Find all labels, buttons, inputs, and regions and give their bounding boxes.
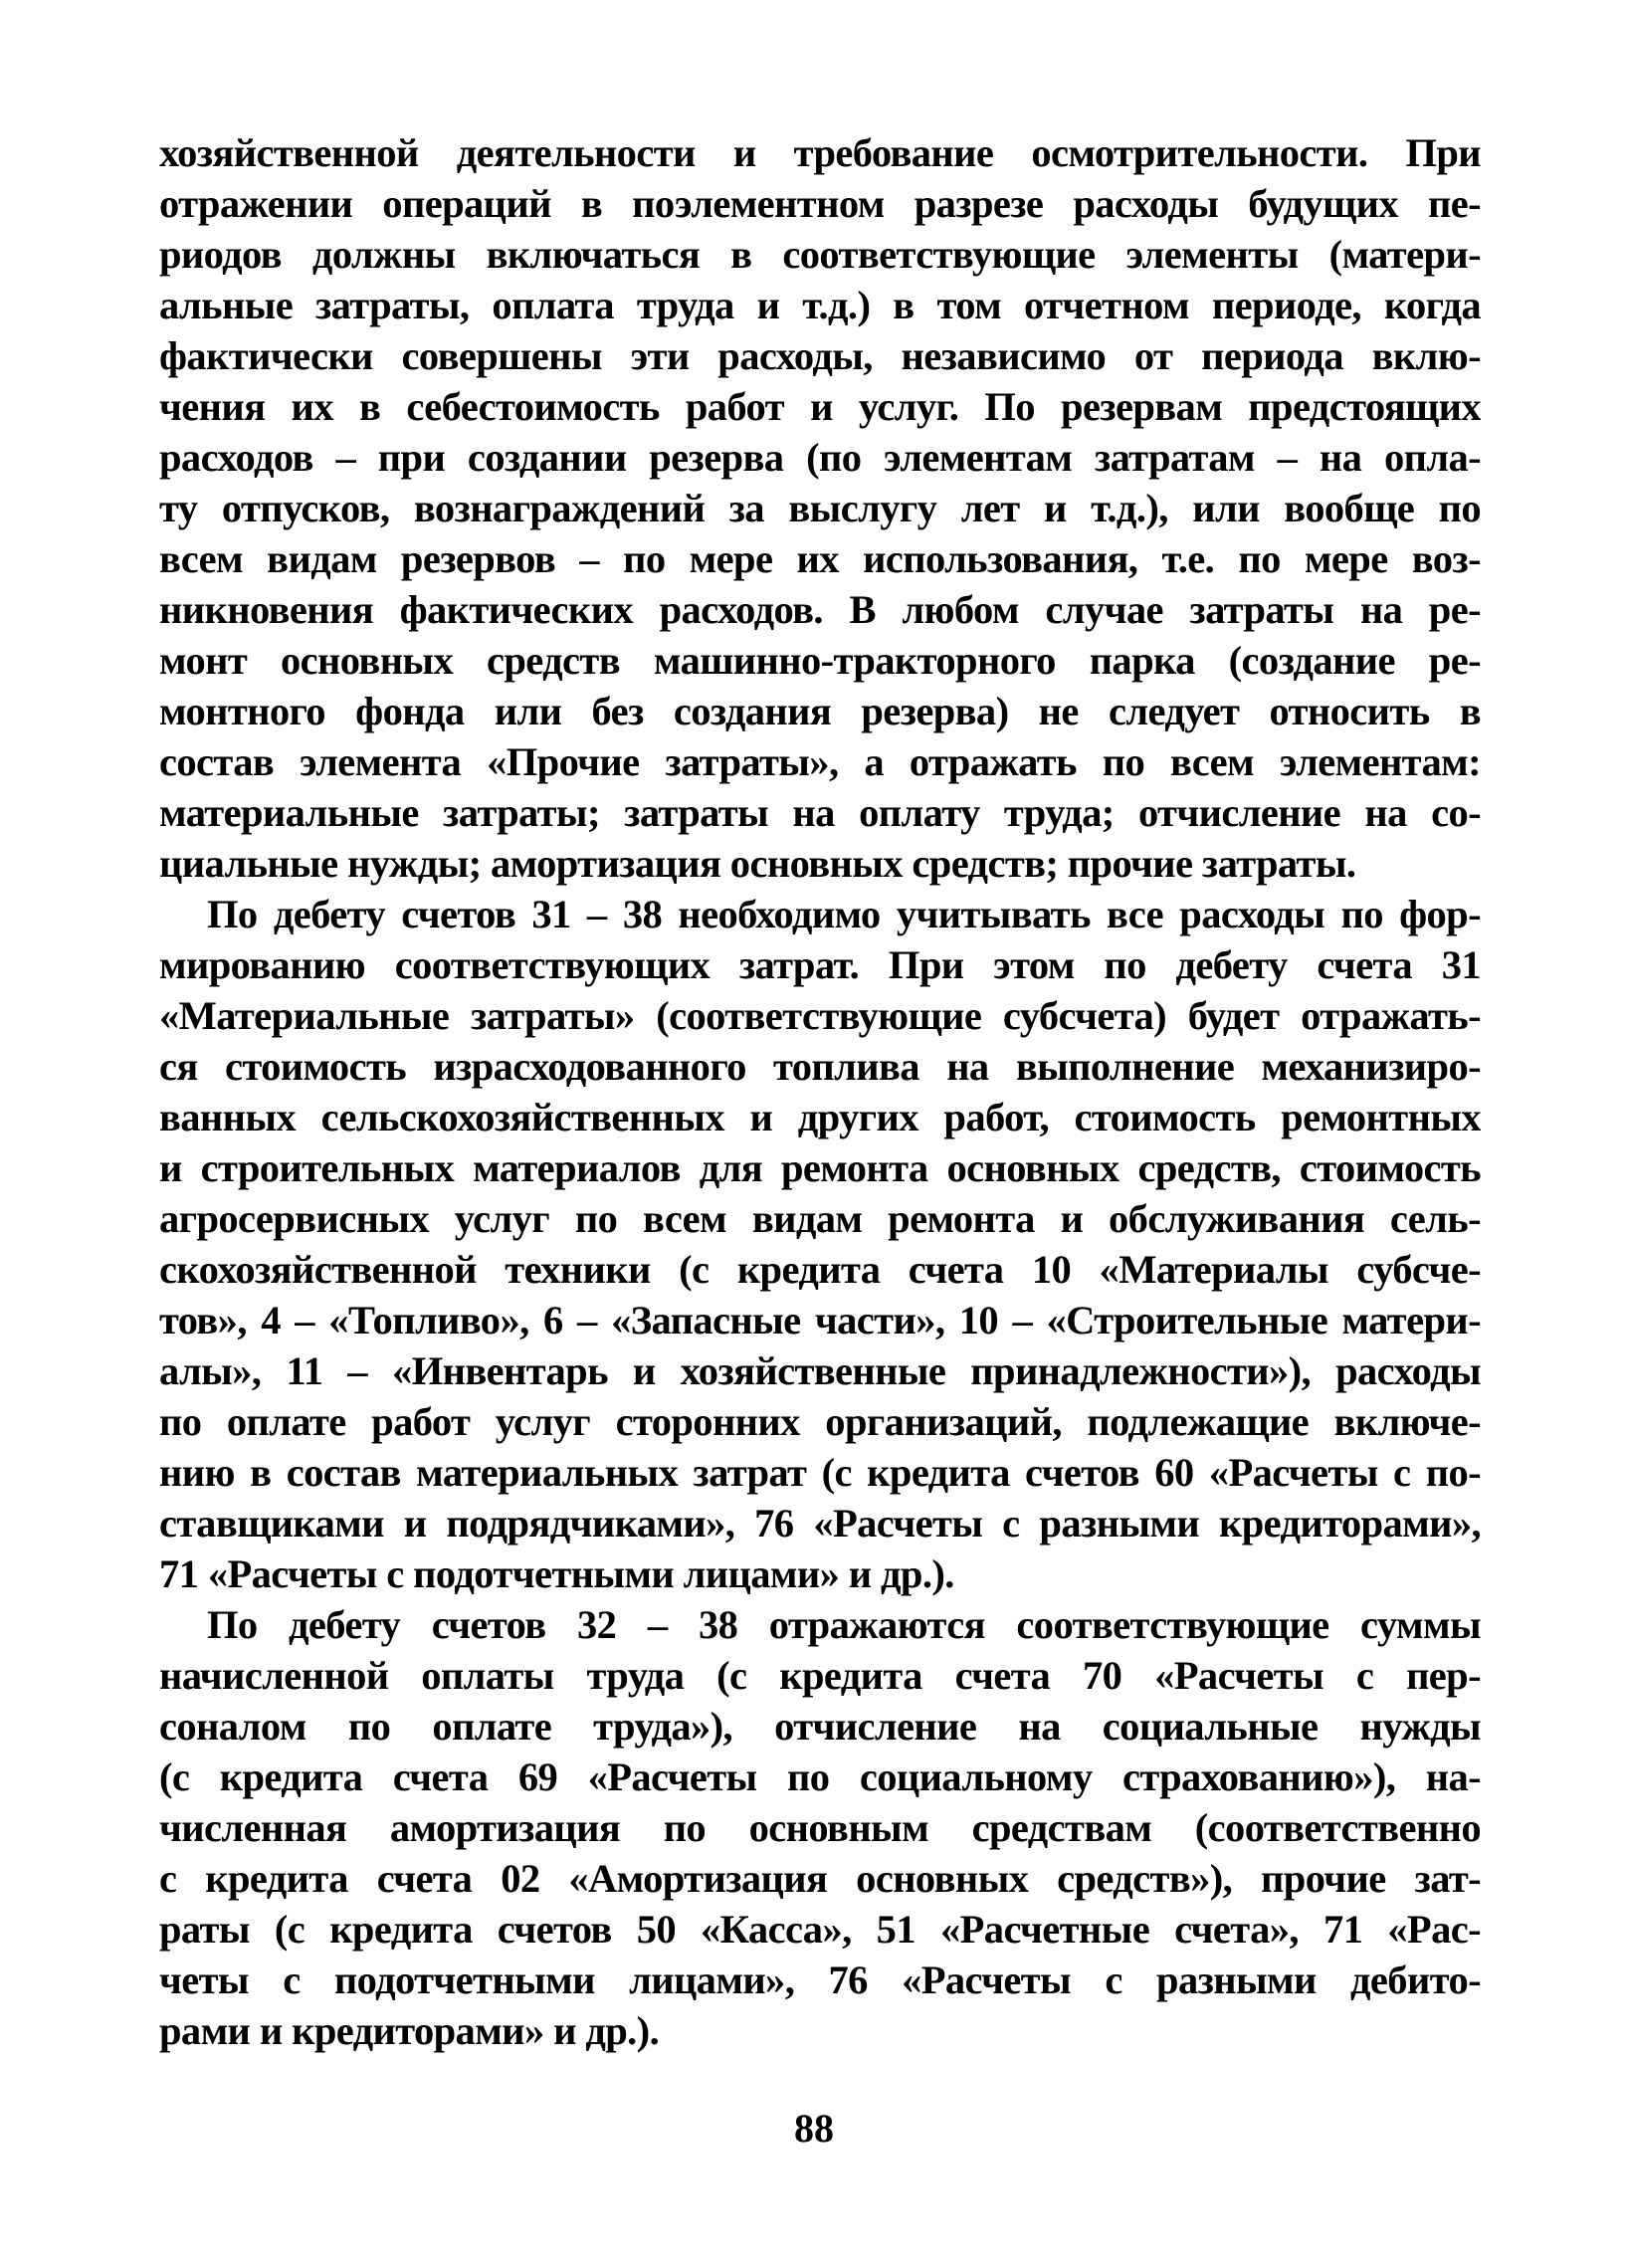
paragraph bbox=[159, 1599, 1481, 2056]
text-line: материальные затраты; затраты на оплату труда; отчисление на со- bbox=[159, 790, 1481, 835]
text-line: агросервисных услуг по всем видам ремонта и обслуживания сель- bbox=[159, 1196, 1481, 1241]
text-line: с кредита счета 02 «Амортизация основных средств»), прочие зат- bbox=[159, 1856, 1481, 1901]
text-line: монт основных средств машинно-тракторного парка (создание ре- bbox=[159, 638, 1481, 683]
text-line: циальные нужды; амортизация основных средств; прочие затраты. bbox=[159, 841, 1356, 886]
text-line: тов», 4 – «Топливо», 6 – «Запасные части», 10 – «Строительные матери- bbox=[159, 1298, 1481, 1342]
text-line: альные затраты, оплата труда и т.д.) в том отчетном периоде, когда bbox=[159, 283, 1481, 327]
text-line: численная амортизация по основным средствам (соответственно bbox=[159, 1805, 1481, 1850]
paragraph bbox=[159, 889, 1481, 1599]
text-line: нию в состав материальных затрат (с кредита счетов 60 «Расчеты с по- bbox=[159, 1450, 1481, 1495]
text-line: чения их в себестоимость работ и услуг. По резервам предстоящих bbox=[159, 384, 1481, 429]
text-line: ту отпусков, вознаграждений за выслугу лет и т.д.), или вообще по bbox=[159, 486, 1481, 530]
text-line: ся стоимость израсходованного топлива на выполнение механизиро- bbox=[159, 1044, 1481, 1089]
text-line: ставщиками и подрядчиками», 76 «Расчеты с разными кредиторами», bbox=[159, 1501, 1481, 1546]
text-line: четы с подотчетными лицами», 76 «Расчеты с разными дебито- bbox=[159, 1958, 1481, 2002]
text-line: соналом по оплате труда»), отчисление на социальные нужды bbox=[159, 1704, 1481, 1749]
text-line: монтного фонда или без создания резерва) не следует относить в bbox=[159, 689, 1481, 733]
text-line: скохозяйственной техники (с кредита счета 10 «Материалы субсче- bbox=[159, 1247, 1481, 1292]
text-line: отражении операций в поэлементном разрезе расходы будущих пе- bbox=[159, 181, 1481, 226]
text-line: начисленной оплаты труда (с кредита счета 70 «Расчеты с пер- bbox=[159, 1653, 1481, 1698]
text-line: всем видам резервов – по мере их использования, т.е. по мере воз- bbox=[159, 536, 1481, 581]
text-line: По дебету счетов 31 – 38 необходимо учитывать все расходы по фор- bbox=[207, 892, 1481, 936]
text-line: фактически совершены эти расходы, независимо от периода вклю- bbox=[159, 333, 1481, 378]
text-line: риодов должны включаться в соответствующие элементы (матери- bbox=[159, 232, 1481, 277]
text-line: «Материальные затраты» (соответствующие субсчета) будет отражать- bbox=[159, 993, 1481, 1038]
text-column bbox=[159, 127, 1481, 2056]
text-line: По дебету счетов 32 – 38 отражаются соответствующие суммы bbox=[207, 1602, 1481, 1647]
text-line: никновения фактических расходов. В любом случае затраты на ре- bbox=[159, 587, 1481, 632]
text-line: мированию соответствующих затрат. При этом по дебету счета 31 bbox=[159, 942, 1481, 987]
page-body bbox=[159, 127, 1481, 2217]
text-line: и строительных материалов для ремонта основных средств, стоимость bbox=[159, 1145, 1481, 1190]
text-line: по оплате работ услуг сторонних организаций, подлежащие включе- bbox=[159, 1399, 1481, 1444]
text-line: расходов – при создании резерва (по элементам затратам – на опла- bbox=[159, 435, 1481, 480]
text-line: 71 «Расчеты с подотчетными лицами» и др.). bbox=[159, 1551, 954, 1596]
text-line: рами и кредиторами» и др.). bbox=[159, 2008, 660, 2053]
text-line: (с кредита счета 69 «Расчеты по социальному страхованию»), на- bbox=[159, 1754, 1481, 1799]
page-number: 88 bbox=[794, 2106, 834, 2151]
text-line: раты (с кредита счетов 50 «Касса», 51 «Расчетные счета», 71 «Рас- bbox=[159, 1907, 1481, 1952]
text-line: состав элемента «Прочие затраты», а отражать по всем элементам: bbox=[159, 739, 1481, 784]
text-line: хозяйственной деятельности и требование осмотрительности. При bbox=[159, 130, 1481, 175]
text-line: алы», 11 – «Инвентарь и хозяйственные принадлежности»), расходы bbox=[159, 1348, 1481, 1393]
paragraph bbox=[159, 127, 1481, 889]
text-line: ванных сельскохозяйственных и других работ, стоимость ремонтных bbox=[159, 1095, 1481, 1139]
